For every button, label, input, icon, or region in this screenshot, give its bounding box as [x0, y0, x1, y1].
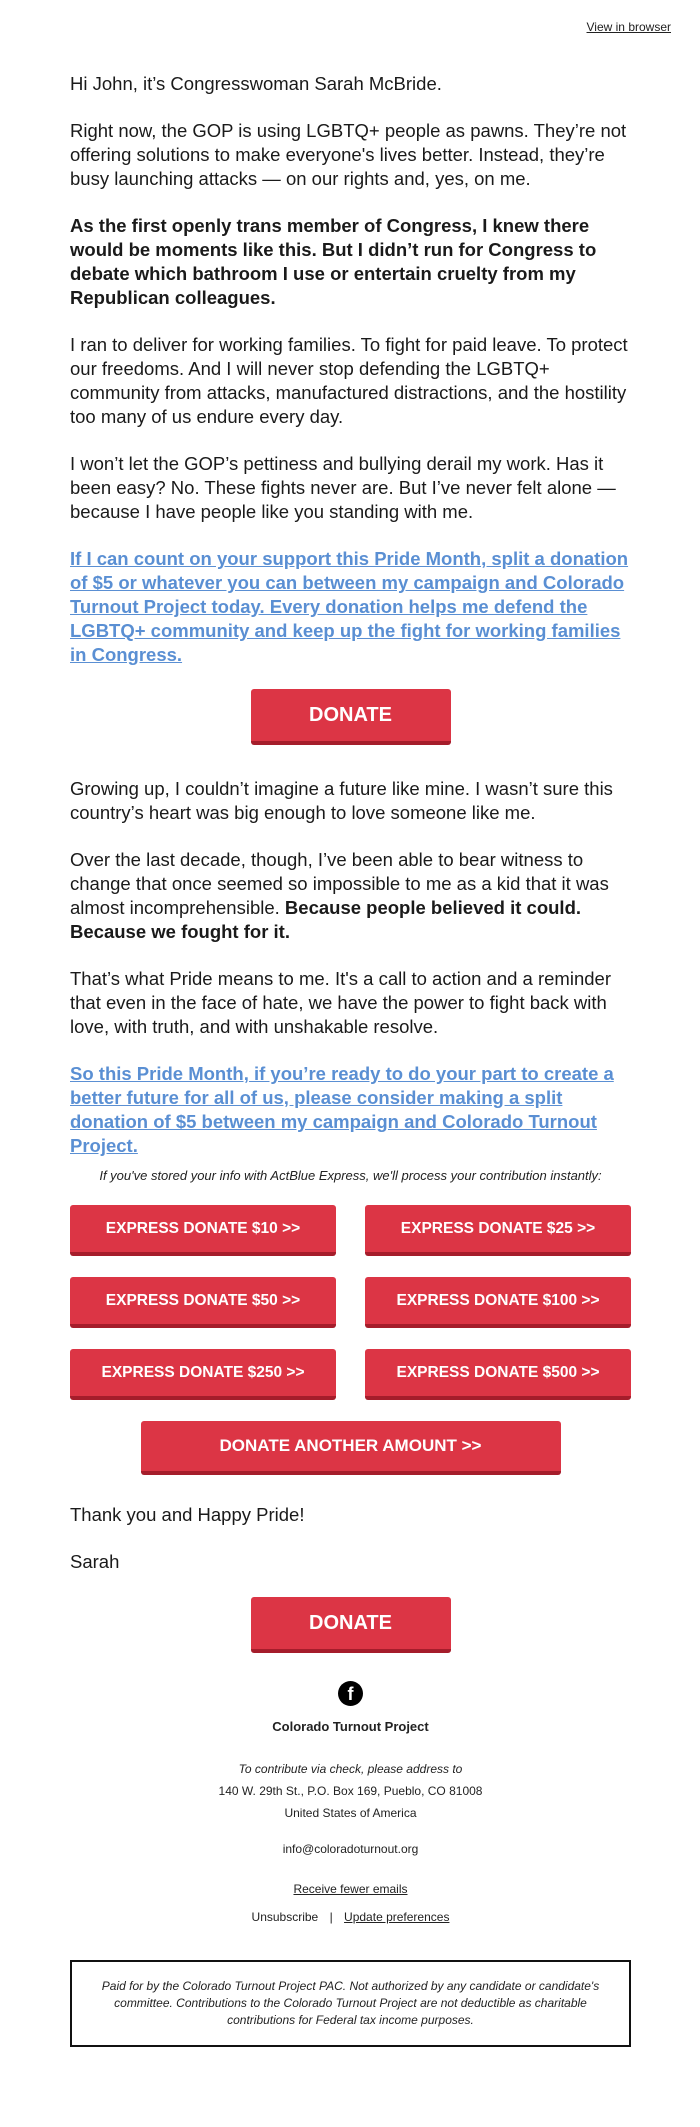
express-donate-10-button[interactable]: EXPRESS DONATE $10 >>: [70, 1205, 336, 1256]
express-donate-500-button[interactable]: EXPRESS DONATE $500 >>: [365, 1349, 631, 1400]
paid-for-disclaimer: Paid for by the Colorado Turnout Project PAC. Not authorized by any candidate or candidate's committee. Contributions to the Colorado Turnout Project are not deductible as charitable contributions for Federal tax income purposes.: [70, 1960, 631, 2047]
update-preferences-link[interactable]: Update preferences: [344, 1910, 450, 1924]
facebook-icon[interactable]: f: [338, 1681, 363, 1706]
express-donate-25-button[interactable]: EXPRESS DONATE $25 >>: [365, 1205, 631, 1256]
express-donate-grid: [70, 1205, 631, 1400]
address-line: 140 W. 29th St., P.O. Box 169, Pueblo, CO 81008: [218, 1784, 483, 1798]
express-note: If you've stored your info with ActBlue Express, we'll process your contribution instantly:: [99, 1168, 602, 1183]
paragraph-working-families: I ran to deliver for working families. To fight for paid leave. To protect our freedoms. And I will never stop defending the LGBTQ+ community from attacks, manufactured distractions, and the hostility too many of us endure every day.: [70, 334, 628, 427]
express-donate-100-button[interactable]: EXPRESS DONATE $100 >>: [365, 1277, 631, 1328]
email-body: [70, 72, 631, 2047]
express-donate-250-button[interactable]: EXPRESS DONATE $250 >>: [70, 1349, 336, 1400]
paragraph-gop: Right now, the GOP is using LGBTQ+ people as pawns. They’re not offering solutions to make everyone's lives better. Instead, they’re busy launching attacks — on our rights and, yes, on me.: [70, 120, 627, 189]
org-name: Colorado Turnout Project: [272, 1719, 429, 1734]
paragraph-last-decade-bold: Because people believed it could. Because we fought for it.: [70, 897, 582, 942]
thanks-line: Thank you and Happy Pride!: [70, 1504, 305, 1525]
receive-fewer-emails-link[interactable]: Receive fewer emails: [293, 1882, 408, 1896]
unsubscribe-link[interactable]: Unsubscribe: [251, 1910, 319, 1924]
paragraph-pride-meaning: That’s what Pride means to me. It's a call to action and a reminder that even in the face of hate, we have the power to fight back with love, with truth, and with unshakable resolve.: [70, 968, 611, 1037]
email-address[interactable]: info@coloradoturnout.org: [282, 1842, 419, 1856]
paragraph-last-decade: [70, 848, 631, 944]
footer: [70, 1681, 631, 2047]
paragraph-last-decade-text: Over the last decade, though, I’ve been able to bear witness to change that once seemed so impossible to me as a kid that it was almost incomprehensible.: [70, 849, 609, 918]
check-note: To contribute via check, please address to: [238, 1762, 463, 1776]
greeting: Hi John, it’s Congresswoman Sarah McBride.: [70, 73, 442, 94]
paragraph-pettiness: I won’t let the GOP’s pettiness and bullying derail my work. Has it been easy? No. These fights never are. But I’ve never felt alone — because I have people like you standing with me.: [70, 453, 616, 522]
express-donate-50-button[interactable]: EXPRESS DONATE $50 >>: [70, 1277, 336, 1328]
donate-button-bottom[interactable]: DONATE: [251, 1597, 451, 1653]
donate-button[interactable]: DONATE: [251, 689, 451, 745]
country: United States of America: [284, 1806, 417, 1820]
signature: Sarah: [70, 1551, 120, 1572]
donate-another-amount-button[interactable]: DONATE ANOTHER AMOUNT >>: [141, 1421, 561, 1475]
view-in-browser-link[interactable]: View in browser: [586, 20, 671, 34]
paragraph-growing-up: Growing up, I couldn’t imagine a future like mine. I wasn’t sure this country’s heart was big enough to love someone like me.: [70, 778, 613, 823]
footer-separator: |: [329, 1910, 333, 1924]
cta-link-pride-month[interactable]: So this Pride Month, if you’re ready to do your part to create a better future for all of us, please consider making a split donation of $5 between my campaign and Colorado Turnout Project.: [70, 1063, 614, 1156]
cta-link-split-donation[interactable]: If I can count on your support this Pride Month, split a donation of $5 or whatever you can between my campaign and Colorado Turnout Project today. Every donation helps me defend the LGBTQ+ community and keep up the fight for working families in Congress.: [70, 548, 629, 665]
paragraph-trans-member: As the first openly trans member of Congress, I knew there would be moments like this. But I didn’t run for Congress to debate which bathroom I use or entertain cruelty from my Republican colleagues.: [70, 215, 597, 308]
